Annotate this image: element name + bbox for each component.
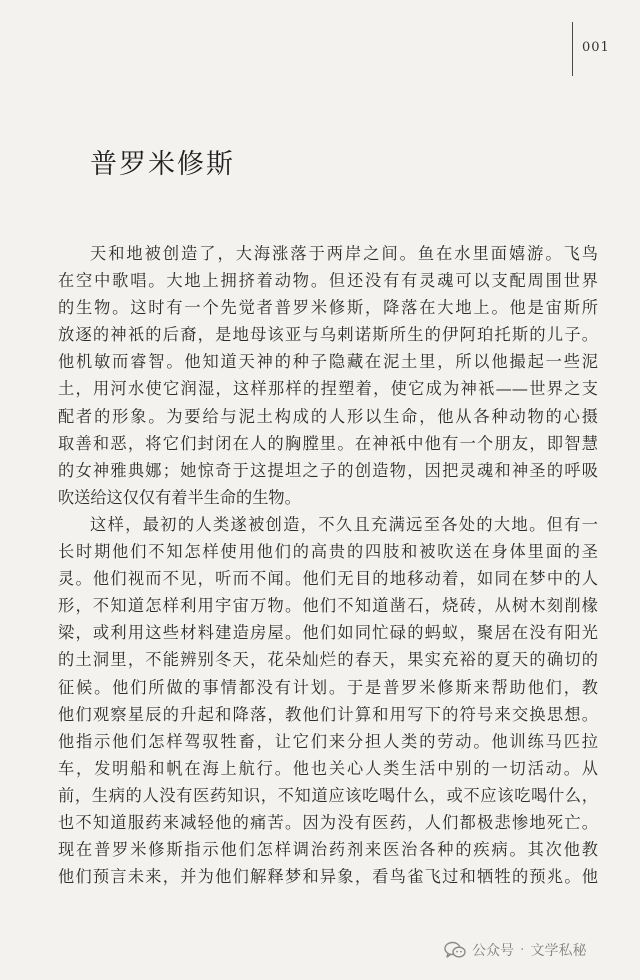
watermark-separator: · — [520, 942, 525, 958]
paragraph-line: 他机敏而睿智。他知道天神的种子隐藏在泥土里，所以他撮起一些泥 — [58, 352, 598, 372]
paragraph-line: 的女神雅典娜；她惊奇于这提坦之子的创造物，因把灵魂和神圣的呼吸 — [58, 460, 598, 480]
watermark-account-name: 文学私秘 — [530, 943, 587, 959]
paragraph-line: 他指示他们怎样驾驭牲畜，让它们来分担人类的劳动。他训练马匹拉 — [58, 731, 598, 751]
watermark — [444, 940, 586, 960]
paragraph-line: 他们预言未来，并为他们解释梦和异象，看鸟雀飞过和牺牲的预兆。他 — [58, 867, 598, 887]
paragraph-line: 的生物。这时有一个先觉者普罗米修斯，降落在大地上。他是宙斯所 — [58, 298, 598, 318]
paragraph-line: 土，用河水使它润湿，这样那样的捏塑着，使它成为神祇——世界之支 — [58, 379, 598, 399]
paragraph-line: 前，生病的人没有医药知识，不知道应该吃喝什么，或不应该吃喝什么， — [58, 785, 598, 805]
paragraph-line: 在空中歌唱。大地上拥挤着动物。但还没有有灵魂可以支配周围世界 — [58, 271, 598, 291]
paragraph-line: 放逐的神祇的后裔，是地母该亚与乌剌诺斯所生的伊阿珀托斯的儿子。 — [58, 325, 598, 345]
wechat-icon — [444, 941, 466, 959]
paragraph-line: 长时期他们不知怎样使用他们的高贵的四肢和被吹送在身体里面的圣 — [58, 542, 598, 562]
paragraph-line: 这样，最初的人类遂被创造，不久且充满远至各处的大地。但有一 — [90, 514, 598, 534]
page-number: 001 — [582, 40, 610, 55]
paragraph-line: 吹送给这仅仅有着半生命的生物。 — [58, 487, 301, 507]
watermark-account-label: 公众号 — [472, 943, 514, 959]
paragraph-line: 征候。他们所做的事情都没有计划。于是普罗米修斯来帮助他们，教 — [58, 677, 598, 697]
chapter-title: 普罗米修斯 — [90, 149, 235, 180]
paragraph-line: 配者的形象。为要给与泥土构成的人形以生命，他从各种动物的心摄 — [58, 406, 598, 426]
paragraph-line: 梁，或利用这些材料建造房屋。他们如同忙碌的蚂蚁，聚居在没有阳光 — [58, 623, 598, 643]
paragraph-line: 他们观察星辰的升起和降落，教他们计算和用写下的符号来交换思想。 — [58, 704, 598, 724]
paragraph-line: 现在普罗米修斯指示他们怎样调治药剂来医治各种的疾病。其次他教 — [58, 840, 598, 860]
paragraph-line: 也不知道服药来减轻他的痛苦。因为没有医药，人们都极悲惨地死亡。 — [58, 812, 598, 832]
paragraph-line: 取善和恶，将它们封闭在人的胸膛里。在神祇中他有一个朋友，即智慧 — [58, 433, 598, 453]
paragraph-line: 的土洞里，不能辨别冬天，花朵灿烂的春天，果实充裕的夏天的确切的 — [58, 650, 598, 670]
paragraph-line: 形，不知道怎样利用宇宙万物。他们不知道凿石，烧砖，从树木刻削椽 — [58, 596, 598, 616]
body-text — [58, 240, 598, 890]
paragraph-line: 灵。他们视而不见，听而不闻。他们无目的地移动着，如同在梦中的人 — [58, 569, 598, 589]
page-number-rule — [572, 22, 573, 76]
paragraph-line: 车，发明船和帆在海上航行。他也关心人类生活中别的一切活动。从 — [58, 758, 598, 778]
paragraph-line: 天和地被创造了，大海涨落于两岸之间。鱼在水里面嬉游。飞鸟 — [90, 244, 598, 263]
